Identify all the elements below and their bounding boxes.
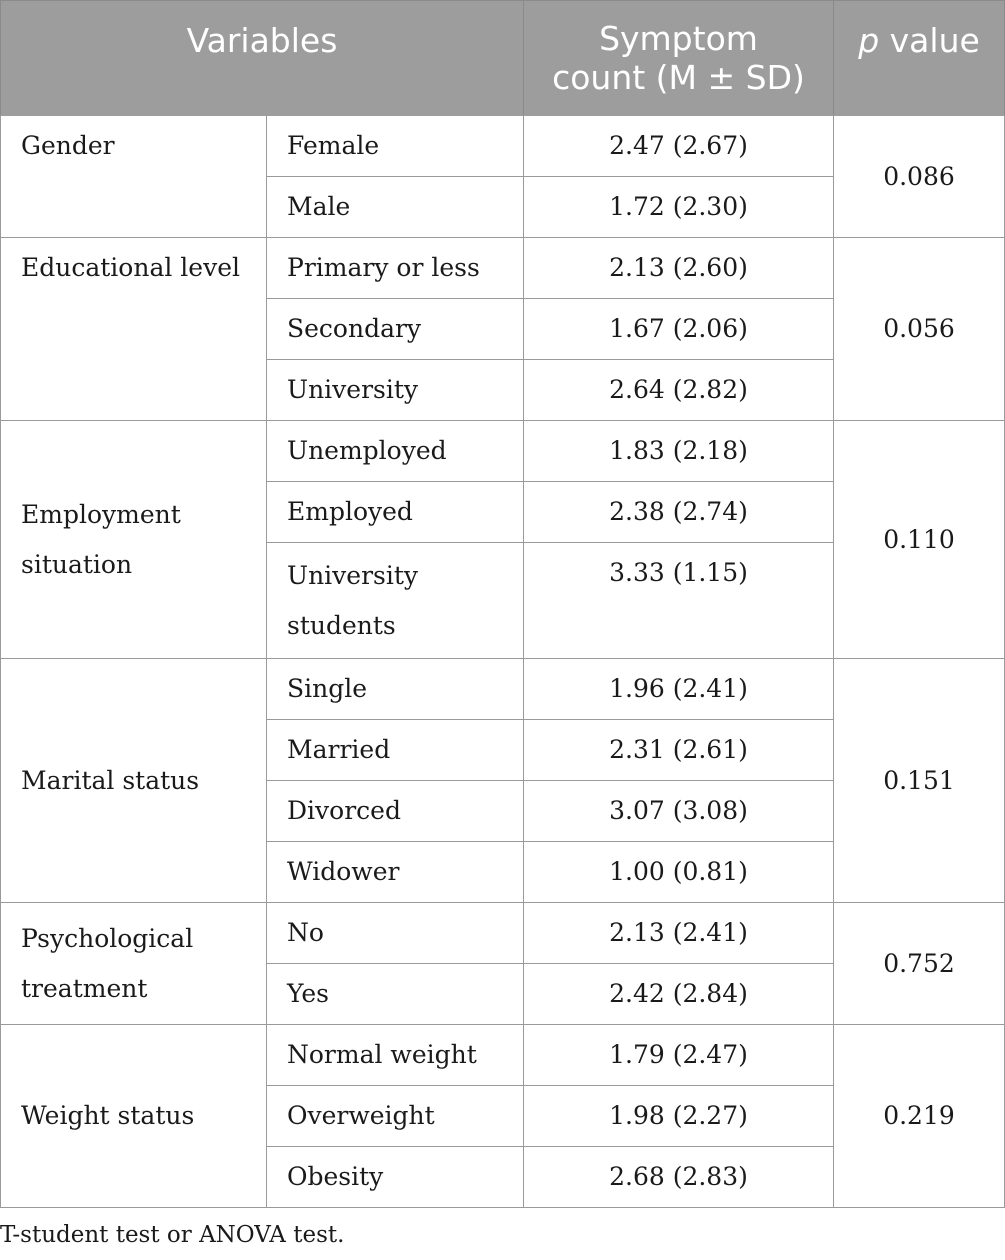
level-cell: University (267, 360, 524, 421)
table-row (1, 238, 1005, 299)
level-cell: Divorced (267, 781, 524, 842)
level-cell: Unemployed (267, 421, 524, 482)
level-cell: Primary or less (267, 238, 524, 299)
value-cell: 1.67 (2.06) (524, 299, 834, 360)
value-cell: 3.33 (1.15) (524, 543, 834, 659)
header-variables: Variables (1, 1, 524, 116)
value-cell: 2.13 (2.41) (524, 903, 834, 964)
category-educational-level: Educational level (1, 238, 267, 421)
value-cell: 2.13 (2.60) (524, 238, 834, 299)
value-cell: 1.00 (0.81) (524, 842, 834, 903)
value-cell: 2.68 (2.83) (524, 1147, 834, 1208)
level-cell: Employed (267, 482, 524, 543)
table-row (1, 659, 1005, 720)
level-cell: Male (267, 177, 524, 238)
table-row (1, 421, 1005, 482)
p-value-educational-level: 0.056 (834, 238, 1005, 421)
category-marital-status: Marital status (1, 659, 267, 903)
value-cell: 2.42 (2.84) (524, 964, 834, 1025)
category-weight-status: Weight status (1, 1025, 267, 1208)
level-cell: Overweight (267, 1086, 524, 1147)
value-cell: 1.79 (2.47) (524, 1025, 834, 1086)
header-symptom-count (524, 1, 834, 116)
header-p-italic: p (858, 21, 880, 60)
table-row (1, 903, 1005, 964)
level-cell: Single (267, 659, 524, 720)
table-row (1, 116, 1005, 177)
level-cell: Obesity (267, 1147, 524, 1208)
level-cell: Yes (267, 964, 524, 1025)
header-row (1, 1, 1005, 116)
category-psychological-treatment: Psychological treatment (1, 903, 267, 1025)
category-gender: Gender (1, 116, 267, 238)
header-count-line2: count (M ± SD) (552, 58, 805, 97)
value-cell: 2.31 (2.61) (524, 720, 834, 781)
level-cell: University students (267, 543, 524, 659)
table-footnote: T-student test or ANOVA test. (0, 1222, 345, 1248)
p-value-gender: 0.086 (834, 116, 1005, 238)
header-p-value (834, 1, 1005, 116)
p-value-psychological-treatment: 0.752 (834, 903, 1005, 1025)
level-cell: Widower (267, 842, 524, 903)
category-employment-situation: Employment situation (1, 421, 267, 659)
value-cell: 1.83 (2.18) (524, 421, 834, 482)
header-p-rest: value (879, 21, 980, 60)
level-cell: No (267, 903, 524, 964)
value-cell: 2.38 (2.74) (524, 482, 834, 543)
value-cell: 1.96 (2.41) (524, 659, 834, 720)
level-cell: Married (267, 720, 524, 781)
level-cell: Secondary (267, 299, 524, 360)
value-cell: 1.72 (2.30) (524, 177, 834, 238)
p-value-weight-status: 0.219 (834, 1025, 1005, 1208)
p-value-marital-status: 0.151 (834, 659, 1005, 903)
level-cell: Normal weight (267, 1025, 524, 1086)
level-cell: Female (267, 116, 524, 177)
value-cell: 3.07 (3.08) (524, 781, 834, 842)
value-cell: 2.47 (2.67) (524, 116, 834, 177)
header-count-line1: Symptom (599, 19, 758, 58)
table-row (1, 1025, 1005, 1086)
value-cell: 2.64 (2.82) (524, 360, 834, 421)
p-value-employment-situation: 0.110 (834, 421, 1005, 659)
value-cell: 1.98 (2.27) (524, 1086, 834, 1147)
